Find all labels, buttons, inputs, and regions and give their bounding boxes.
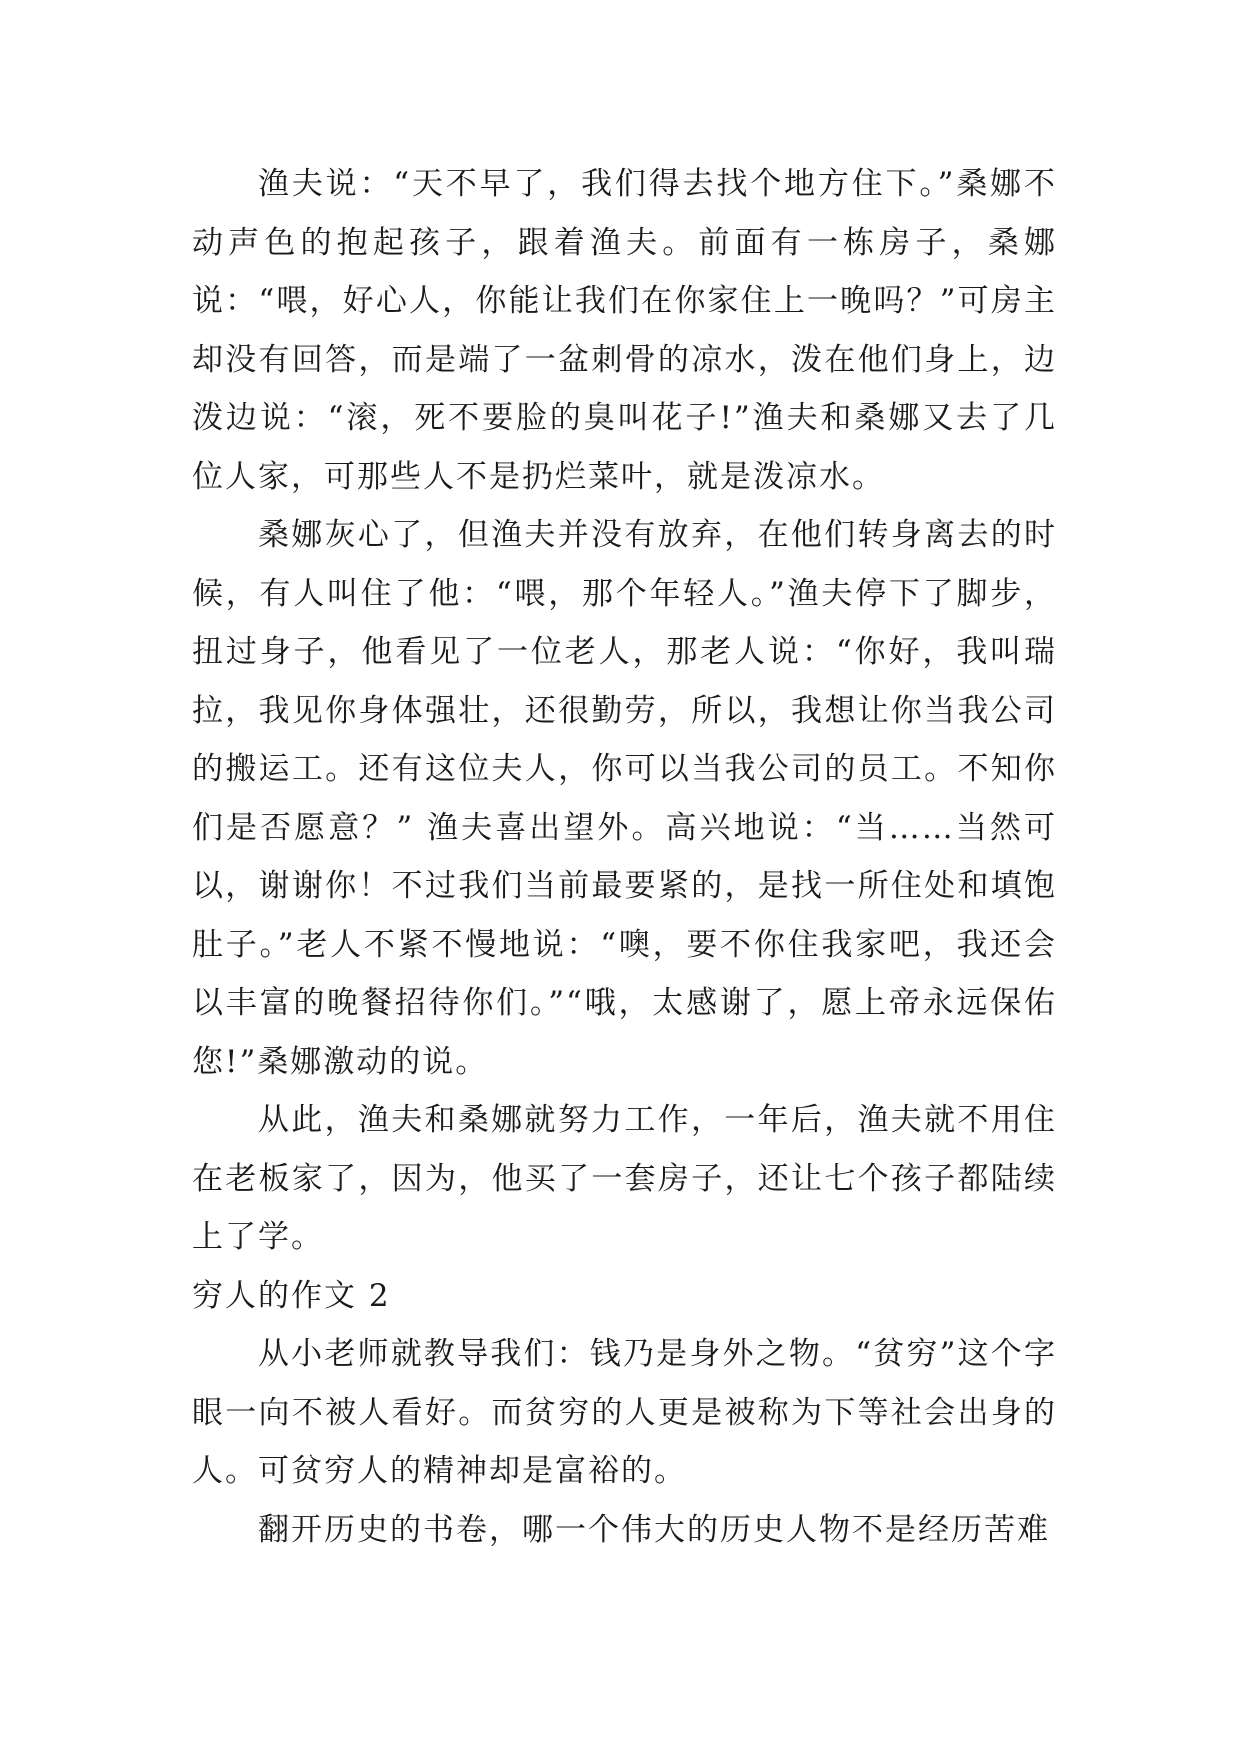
section-title: 穷人的作文 2 — [192, 1277, 391, 1314]
document-body — [192, 155, 1057, 1559]
paragraph-1: 渔夫说：“天不早了，我们得去找个地方住下。”桑娜不动声色的抱起孩子，跟着渔夫。前面有一栋房子，桑娜说：“喂，好心人，你能让我们在你家住上一晚吗？”可房主却没有回答，而是端了一盆刺骨的凉水，泼在他们身上，边泼边说：“滚，死不要脸的臭叫花子!”渔夫和桑娜又去了几位人家，可那些人不是扔烂菜叶，就是泼凉水。 — [192, 166, 1057, 495]
paragraph-4: 从小老师就教导我们：钱乃是身外之物。“贫穷”这个字眼一向不被人看好。而贫穷的人更是被称为下等社会出身的人。可贫穷人的精神却是富裕的。 — [192, 1336, 1057, 1489]
paragraph-5: 翻开历史的书卷，哪一个伟大的历史人物不是经历苦难 — [258, 1511, 1050, 1548]
paragraph-3: 从此，渔夫和桑娜就努力工作，一年后，渔夫就不用住在老板家了，因为，他买了一套房子，还让七个孩子都陆续上了学。 — [192, 1102, 1057, 1255]
paragraph-2: 桑娜灰心了，但渔夫并没有放弃，在他们转身离去的时候，有人叫住了他：“喂，那个年轻人。”渔夫停下了脚步，扭过身子，他看见了一位老人，那老人说：“你好，我叫瑞拉，我见你身体强壮，还很勤劳，所以，我想让你当我公司的搬运工。还有这位夫人，你可以当我公司的员工。不知你们是否愿意？” 渔夫喜出望外。高兴地说：“当……当然可以，谢谢你！不过我们当前最要紧的，是找一所住处和填饱肚子。”老人不紧不慢地说：“噢，要不你住我家吧，我还会以丰富的晚餐招待你们。”“哦，太感谢了，愿上帝永远保佑您!”桑娜激动的说。 — [192, 517, 1057, 1080]
